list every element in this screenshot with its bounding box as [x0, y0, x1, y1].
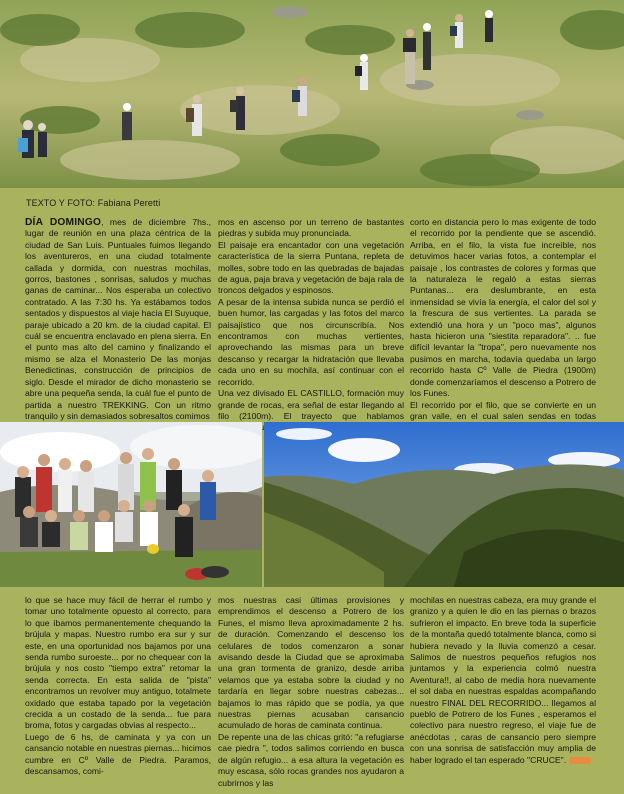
paragraph: El recorrido por el filo, que se convierte en un gran valle, en el cual salen sendas en todas [410, 399, 596, 421]
paragraph-text: mochilas en nuestras cabeza, era muy grande el granizo y a quien le dio en las piernas o brazos sufrieron el impacto. En breve toda la superficie de la montaña quedó totalmente blanca, como si hubiera nevado y la lluvia comenzó a cesar. Salimos de nuestros pequeños refugios nos juntamos y la experiencia colmó nuestra Aventura!!, al cabo de media hora nuevamente el sol daba en nuestras espaldas acompañando nuestro FINAL DEL RECORRIDO... llegamos al pueblo de Potrero de los Funes , esperamos el colectivo para nuestro regreso, el viaje fue de anécdotas , caras de cansancio pero siempre con una sonrisa de satisfacción muy amplia de haber logrado el tan esperado "CRUCE". [410, 595, 596, 765]
paragraph: Una vez divisado EL CASTILLO, formación muy grande de rocas, era señal de estar llegando al filo (2100m). El trayecto que hablamos fue [218, 388, 404, 433]
upper-column-3 [410, 217, 596, 434]
paragraph: mos en ascenso por un terreno de bastantes piedras y subida muy pronunciada. [218, 217, 404, 239]
paragraph: corto en distancia pero lo mas exigente de todo el recorrido por la pendiente que se ascendió. Arriba, en el filo, la vista fue increíble, nos detuvimos hacer varias fotos, a contemplar el paisaje , los contrastes de colores y formas que la naturaleza le regaló a estas sierras Puntanas... era deslumbrante, en esta inmensidad se vivía la energía, el calor del sol y la frescura de sus vertientes. La parada se extendió una hora y un "poco mas", algunos hasta hicieron una "siestita reparadora". .. fue difícil levantar la "tropa", pero nuevamente nos pusimos en marcha, todavía quedaba un largo recorrido hasta Cº Valle de Piedra (1900m) donde comenzaríamos el descenso a Potrero de los Funes. [410, 217, 596, 399]
paragraph: mos nuestras casi últimas provisiones y emprendimos el descenso a Potrero de los Funes, el mismo lleva aproximadamente 2 hs. de duración. Comenzando el descenso los celulares de todos comenzaron a sonar avisando desde la Ciudad que se aproximaba una gran tormenta de granizo, desde arriba velamos que ya estaba sobre la ciudad y no tardaría en llegar sobre nuestras cabezas... bajamos lo mas rápido que se podía, ya que nuestras piernas acusaban cansancio acumulado de horas de caminata continua. [218, 595, 404, 731]
paragraph: lo que se hace muy fácil de herrar el rumbo y tomar uno totalmente opuesto al correcto, para lo que íbamos permanentemente chequando la brújula y mapas. Nuestro rumbo era sur y sur este, en una oportunidad nos bajamos por una senda rumbo suroeste... por no chequear con la brújula y nos costo "tiempo extra" retomar la senda correcta. En esta salida de "pista" encontramos un revolver muy antiguo, totalmete oxidado que estaba tapado por la vegetación crecida a un costado de la senda... fue para broma, fotos y cargadas obvias al respecto... [25, 595, 211, 731]
paragraph: El paisaje era encantador con una vegetación característica de la sierra Puntana, repleta de molles, sobre todo en las quebradas de bajadas de agua, paja brava y vegetación de baja rala de troncos delgados y espinosos. [218, 239, 404, 296]
paragraph [410, 595, 596, 766]
landscape-image [264, 422, 624, 587]
lead-in: DÍA DOMINGO [25, 217, 102, 228]
paragraph-text: , mes de diciembre 7hs., lugar de reunión en una plaza céntrica de la ciudad de San Luis. Puntuales fuimos llegando los aventureros, en una ciudad totalmente callada y dormida, con nuestras mochilas, gorros, bastones , sonrisas, saludos y muchas ganas de caminar... Nos esperaba un colectivo contratado. A las 7:30 hs. Ya estábamos todos sentados y dispuestos al viaje hacia El Suyuque, paraje ubicado a 20 km. de la ciudad capital. El cuál se encuentra enclavado en plena sierra. En el punto mas alto del camino y finalizando el mismo se alza el Monasterio De las monjas Benedictinas, construcción de principios de siglo. Desde el mirador de dicho monasterio se abre una pequeña senda, la cuál fue el punto de partida a nuestro TREKKING. Con un ritmo tranquilo y sin demasiados sobresaltos comimos [25, 217, 211, 421]
upper-column-1 [25, 217, 211, 422]
paragraph: Luego de 6 hs, de caminata y ya con un cansancio notable en nuestras piernas... hicimos cumbre en Cº Valle de Piedra. Paramos, descansamos, comi- [25, 731, 211, 777]
paragraph [25, 217, 211, 422]
credit-line: TEXTO Y FOTO: Fabiana Peretti [26, 198, 161, 208]
upper-column-2 [218, 217, 404, 434]
lower-column-2 [218, 595, 404, 789]
landscape-photo [264, 422, 624, 587]
group-photo [0, 422, 262, 587]
lower-column-3 [410, 595, 596, 766]
paragraph: A pesar de la intensa subida nunca se perdió el buen humor, las cargadas y las fotos del marco paisajístico que nos circunscribía. Nos encontramos con muchas vertientes, aprovechando las mismas para un breve descanso y recargar la hidratación que llevaba cada uno en su mochila, así continuar con el recorrido. [218, 296, 404, 387]
top-photo-hikers [0, 0, 624, 188]
hillside-image [0, 0, 624, 188]
paragraph: De repente una de las chicas gritó: "a refugiarse cae piedra ", todos salimos corriendo en busca de algún refugio... a esa altura la vegetación es muy escasa, sólo rocas grandes nos ayudaron a cubrirnos y las [218, 731, 404, 788]
group-image [0, 422, 262, 587]
end-of-article-mark [569, 757, 591, 764]
lower-column-1 [25, 595, 211, 778]
